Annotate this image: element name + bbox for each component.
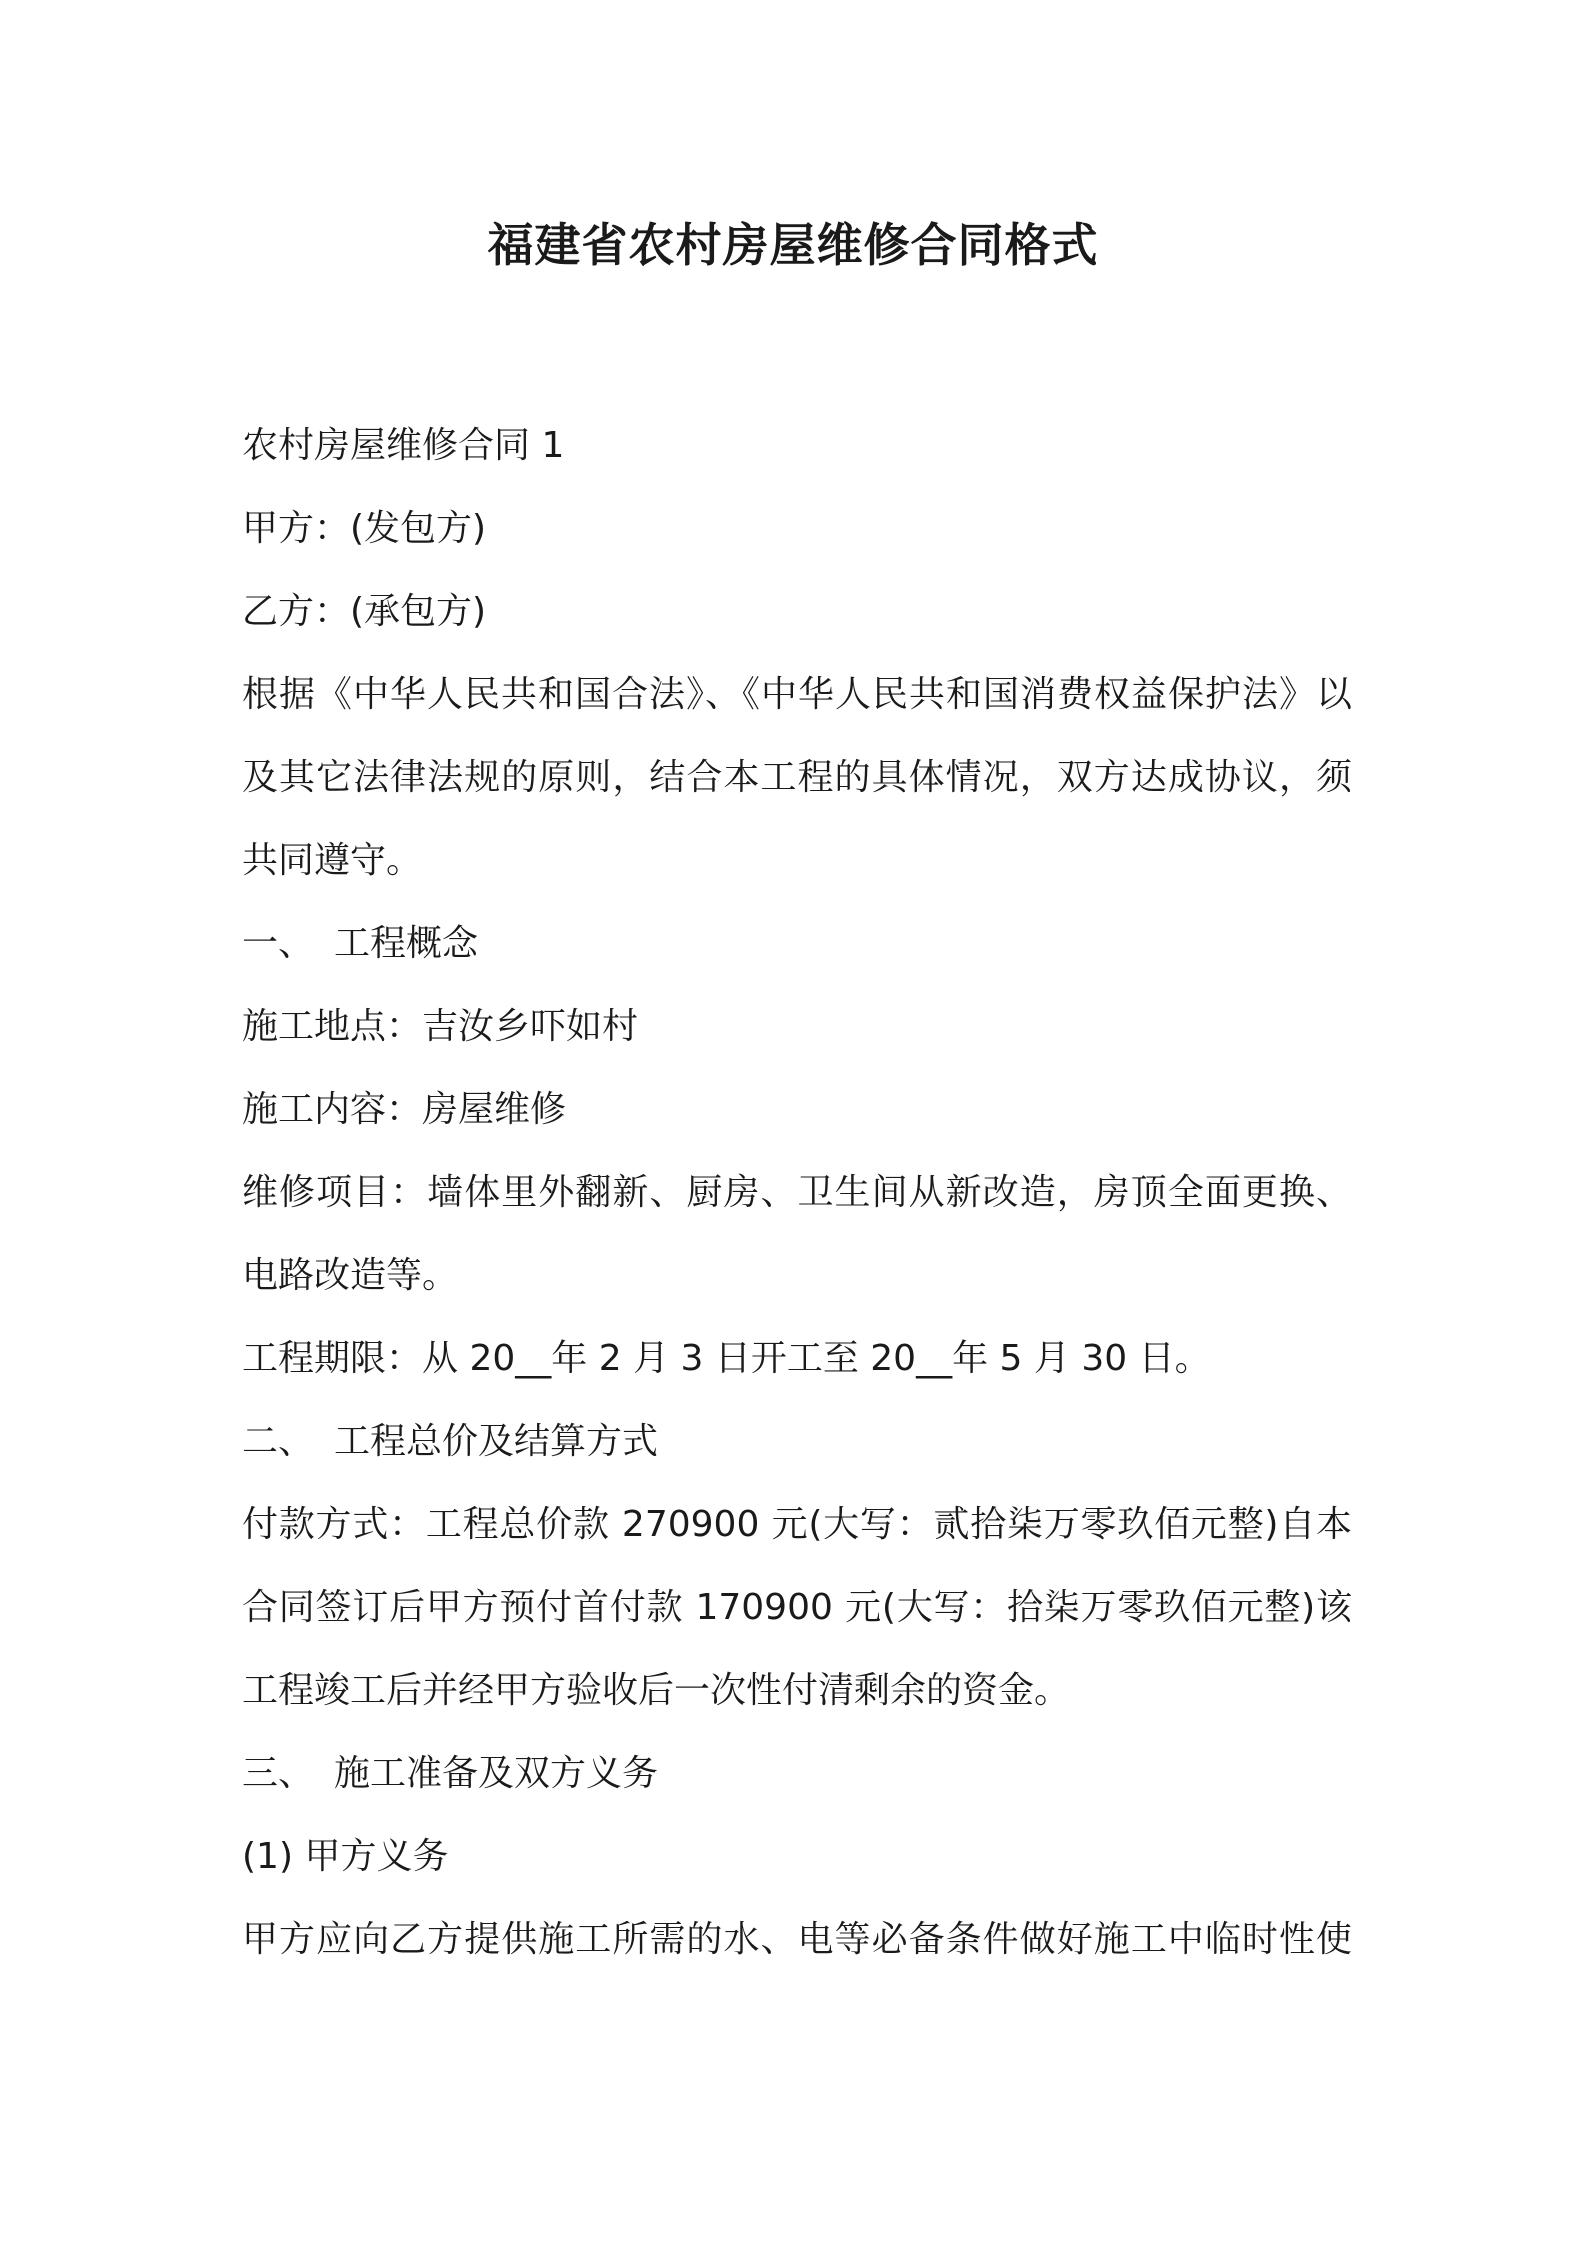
duty-line: 甲方应向乙方提供施工所需的水、电等必备条件做好施工中临时性使 (242, 1919, 1352, 1960)
section-title: 工程概念 (334, 923, 479, 964)
payment-line: 工程竣工后并经甲方验收后一次性付清剩余的资金。 (242, 1670, 1071, 1711)
section-title: 工程总价及结算方式 (334, 1421, 659, 1462)
intro-line: 及其它法律法规的原则，结合本工程的具体情况，双方达成协议，须 (242, 757, 1352, 798)
construction-content: 施工内容：房屋维修 (242, 1089, 567, 1130)
intro-line: 共同遵守。 (242, 840, 423, 881)
party-b: 乙方：(承包方) (242, 591, 487, 632)
section-number: 一、 (242, 923, 315, 964)
party-a: 甲方：(发包方) (242, 508, 487, 549)
construction-site: 施工地点：吉汝乡吓如村 (242, 1006, 639, 1047)
repair-items-line: 电路改造等。 (242, 1255, 459, 1296)
document-body (242, 404, 1352, 1981)
intro-line: 根据《中华人民共和国合法》、《中华人民共和国消费权益保护法》以 (242, 674, 1352, 715)
section-number: 三、 (242, 1753, 315, 1794)
payment-line: 合同签订后甲方预付首付款 170900 元(大写：拾柒万零玖佰元整)该 (242, 1587, 1352, 1628)
repair-items-line: 维修项目：墙体里外翻新、厨房、卫生间从新改造，房顶全面更换、 (242, 1172, 1352, 1213)
document-title: 福建省农村房屋维修合同格式 (487, 218, 1099, 272)
section-title: 施工准备及双方义务 (334, 1753, 659, 1794)
section-heading-3 (242, 1732, 1352, 1815)
construction-period: 工程期限：从 20__年 2 月 3 日开工至 20__年 5 月 30 日。 (242, 1338, 1211, 1379)
section-heading-1 (242, 902, 1352, 985)
subsection-heading: (1) 甲方义务 (242, 1836, 449, 1877)
payment-line: 付款方式：工程总价款 270900 元(大写：贰拾柒万零玖佰元整)自本 (242, 1504, 1352, 1545)
section-heading-2 (242, 1400, 1352, 1483)
contract-heading: 农村房屋维修合同 1 (242, 425, 565, 466)
section-number: 二、 (242, 1421, 315, 1462)
